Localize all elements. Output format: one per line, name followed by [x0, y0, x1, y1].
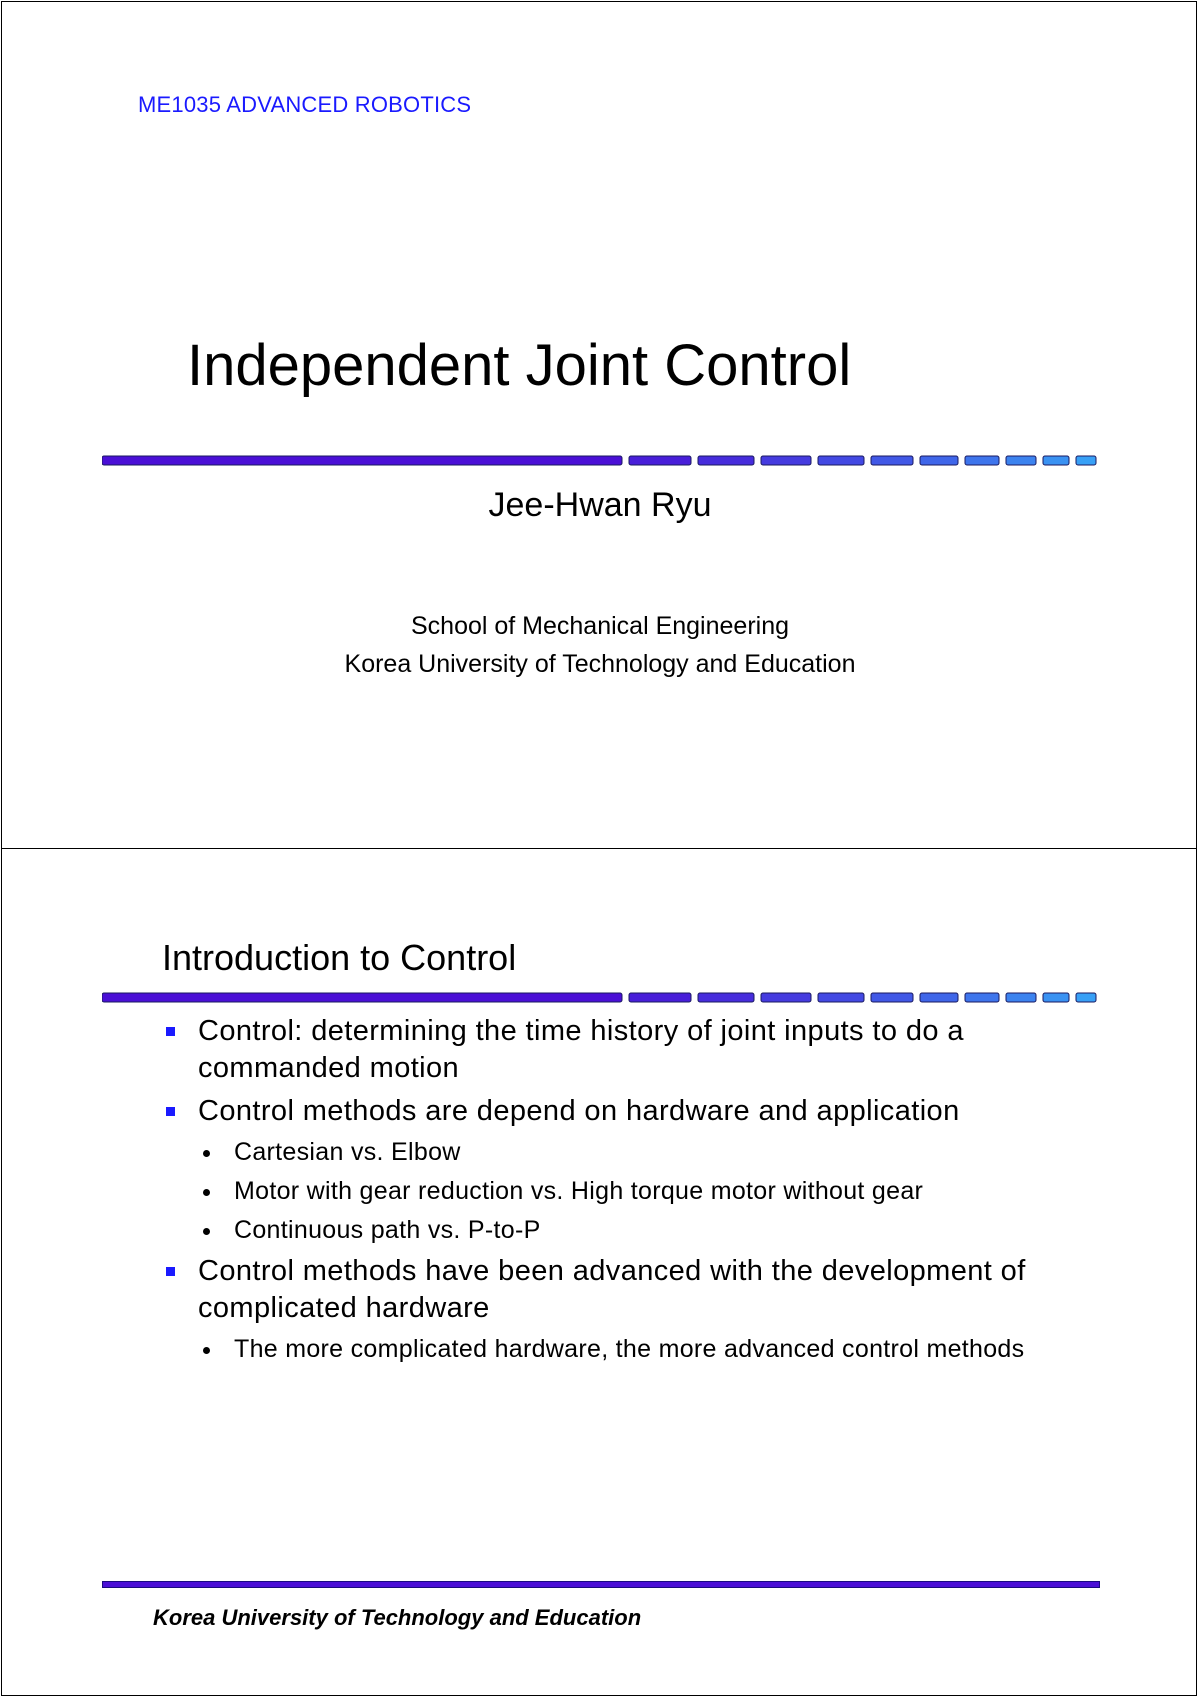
footer-institution: Korea University of Technology and Education — [153, 1605, 642, 1630]
divider-segment — [698, 456, 754, 465]
list-item — [162, 1013, 1062, 1087]
divider-segment — [920, 993, 958, 1002]
divider-segment — [965, 993, 999, 1002]
divider-segment — [761, 993, 811, 1002]
divider-segment — [1076, 456, 1096, 465]
divider-segment — [818, 456, 864, 465]
list-item — [162, 1253, 1062, 1327]
sub-bullet-text: Cartesian vs. Elbow — [234, 1138, 461, 1166]
list-item — [162, 1093, 1062, 1130]
divider-segment — [818, 993, 864, 1002]
bullet-text: Control methods have been advanced with the development of complicated hardware — [198, 1255, 1026, 1324]
divider-segment — [965, 456, 999, 465]
round-bullet-icon — [203, 1150, 210, 1157]
divider-segment — [871, 456, 913, 465]
affiliation-school: School of Mechanical Engineering — [410, 612, 789, 640]
section-title: Introduction to Control — [162, 937, 517, 978]
sub-list-item — [198, 1214, 1062, 1247]
square-bullet-icon — [166, 1267, 175, 1276]
footer-divider — [102, 1581, 1100, 1588]
divider-segment — [698, 993, 754, 1002]
sub-bullet-text: Continuous path vs. P-to-P — [234, 1216, 541, 1244]
bullet-list — [162, 1013, 1062, 1372]
square-bullet-icon — [166, 1107, 175, 1116]
course-label: ME1035 ADVANCED ROBOTICS — [138, 92, 472, 117]
divider-segment — [629, 993, 691, 1002]
round-bullet-icon — [203, 1347, 210, 1354]
sub-list-item — [198, 1333, 1062, 1366]
divider-segment — [629, 456, 691, 465]
title-slide — [1, 1, 1197, 849]
title-divider — [102, 454, 1100, 468]
sub-list-item — [198, 1175, 1062, 1208]
divider-segment — [1043, 456, 1069, 465]
round-bullet-icon — [203, 1189, 210, 1196]
affiliation-university: Korea University of Technology and Education — [344, 650, 856, 678]
divider-segment — [1043, 993, 1069, 1002]
sub-bullet-text: The more complicated hardware, the more advanced control methods — [234, 1335, 1025, 1363]
sub-bullet-text: Motor with gear reduction vs. High torque motor without gear — [234, 1177, 924, 1205]
round-bullet-icon — [203, 1228, 210, 1235]
divider-segment — [1006, 993, 1036, 1002]
divider-segment — [871, 993, 913, 1002]
divider-segment — [102, 456, 622, 465]
slide-title: Independent Joint Control — [187, 333, 852, 398]
divider-segment — [1006, 456, 1036, 465]
content-slide — [1, 848, 1197, 1696]
divider-segment — [102, 993, 622, 1002]
bullet-text: Control: determining the time history of joint inputs to do a commanded motion — [198, 1015, 964, 1084]
square-bullet-icon — [166, 1027, 175, 1036]
divider-segment — [1076, 993, 1096, 1002]
divider-segment — [761, 456, 811, 465]
divider-segment — [920, 456, 958, 465]
sub-list-item — [198, 1136, 1062, 1169]
section-divider — [102, 991, 1100, 1005]
author-name: Jee-Hwan Ryu — [488, 486, 712, 524]
bullet-text: Control methods are depend on hardware and application — [198, 1095, 960, 1127]
